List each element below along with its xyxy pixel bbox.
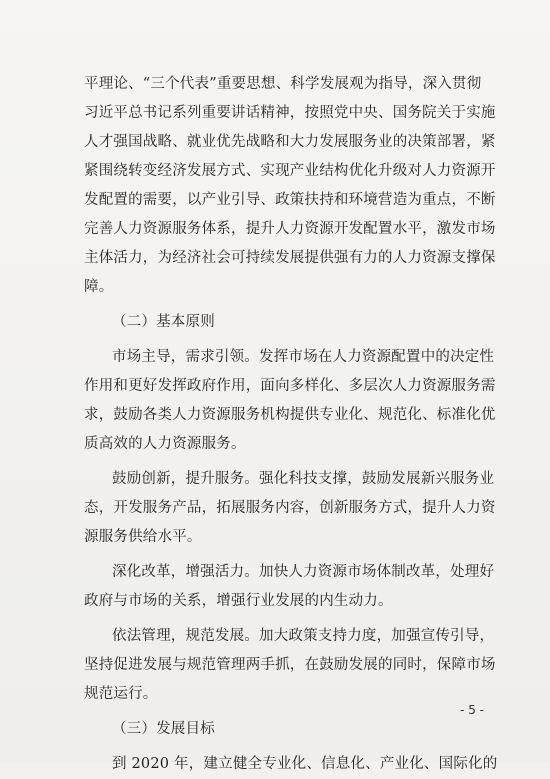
paragraph-2020-goal [84, 750, 498, 779]
text-line: 紧围绕转变经济发展方式、实现产业结构优化升级对人力资源开 [84, 163, 496, 179]
document-body [84, 70, 498, 779]
text-line: 平理论、“三个代表”重要思想、科学发展观为指导，深入贯彻 [84, 76, 482, 92]
text-line: 坚持促进发展与规范管理两手抓，在鼓励发展的同时，保障市场 [84, 657, 496, 673]
text-line: 主体活力，为经济社会可持续发展提供强有力的人力资源支撑保 [84, 250, 496, 266]
paragraph-reform [84, 558, 495, 616]
text-line: 人才强国战略、就业优先战略和大力发展服务业的决策部署，紧 [84, 134, 496, 150]
text-line: 鼓励创新，提升服务。强化科技支撑，鼓励发展新兴服务业 [112, 471, 495, 487]
section-heading-basic-principles: （二）基本原则 [112, 314, 215, 330]
text-line: 依法管理，规范发展。加大政策支持力度，加强宣传引导， [112, 628, 495, 644]
text-line: 源服务供给水平。 [84, 529, 202, 545]
text-line: 完善人力资源服务体系，提升人力资源开发配置水平，激发市场 [84, 221, 496, 237]
text-line: 态，开发服务产品，拓展服务内容，创新服务方式，提升人力资 [84, 500, 496, 516]
section-heading-development-goals: （三）发展目标 [112, 721, 215, 737]
text-line: 发配置的需要，以产业引导、政策扶持和环境营造为重点，不断 [84, 192, 496, 208]
page-number: - 5 - [460, 703, 484, 717]
text-line: 求，鼓励各类人力资源服务机构提供专业化、规范化、标准化优 [84, 407, 496, 423]
text-line: 到 2020 年，建立健全专业化、信息化、产业化、国际化的 [112, 756, 498, 772]
paragraph-guiding-ideology [84, 70, 496, 302]
paragraph-market-led [84, 343, 496, 459]
text-line: 质高效的人力资源服务。 [84, 436, 246, 452]
text-line: 习近平总书记系列重要讲话精神，按照党中央、国务院关于实施 [84, 105, 496, 121]
text-line: 政府与市场的关系，增强行业发展的内生动力。 [84, 593, 393, 609]
paragraph-law-based-management [84, 622, 496, 709]
text-line: 市场主导，需求引领。发挥市场在人力资源配置中的决定性 [112, 349, 495, 365]
paragraph-innovation [84, 465, 496, 552]
text-line: 作用和更好发挥政府作用，面向多样化、多层次人力资源服务需 [84, 378, 496, 394]
text-line: 规范运行。 [84, 686, 158, 702]
text-line: 障。 [84, 279, 114, 295]
text-line: 深化改革，增强活力。加快人力资源市场体制改革，处理好 [112, 564, 495, 580]
